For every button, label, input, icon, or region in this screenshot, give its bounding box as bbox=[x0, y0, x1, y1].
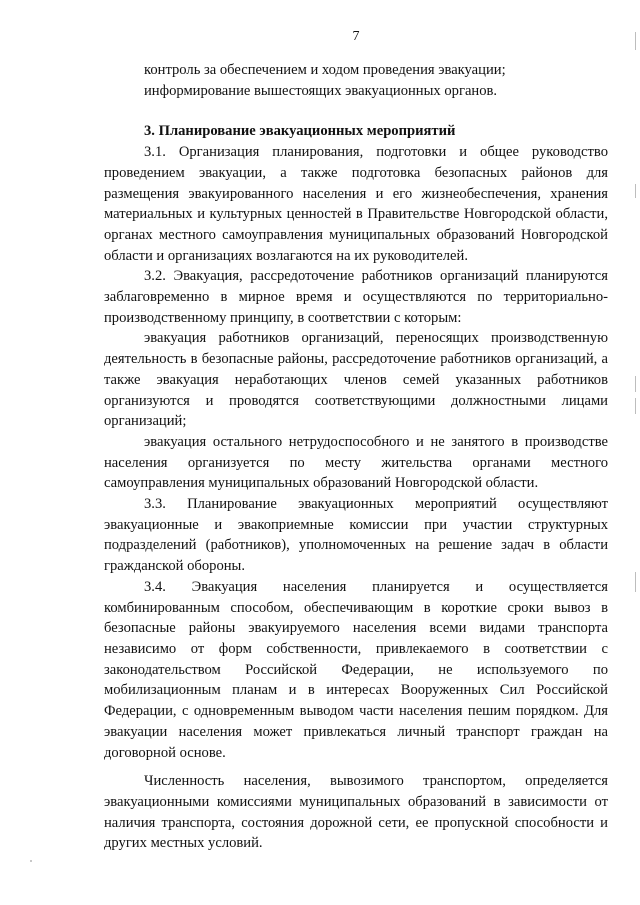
paragraph-population-evacuation: эвакуация остального нетрудоспособного и не занятого в производстве населения организуется по месту жительства органами местного самоуправления муниципальных образований Новгородской области. bbox=[104, 433, 608, 492]
scan-margin-mark bbox=[635, 32, 636, 50]
paragraph-3-1: 3.1. Организация планирования, подготовки и общее руководство проведением эвакуации, а также подготовка безопасных районов для размещения эвакуированного населения и его жизнеобеспечения, хранения материальных и культурных ценностей в Правительстве Новгородской области, органах местного самоуправления муниципальных образований Новгородской области и организациях возлагаются на их руководителей. bbox=[104, 144, 608, 264]
paragraph-3-3: 3.3. Планирование эвакуационных мероприятий осуществляют эвакуационные и эвакоприемные комиссии при участии структурных подразделений (работников), уполномоченных на решение задач в области гражданской обороны. bbox=[104, 496, 608, 575]
scan-margin-mark bbox=[635, 572, 636, 592]
section-heading: 3. Планирование эвакуационных мероприятий bbox=[144, 123, 456, 140]
paragraph-population-count: Численность населения, вывозимого транспортом, определяется эвакуационными комиссиями муниципальных образований в зависимости от наличия транспорта, состояния дорожной сети, ее пропускной способности и других местных условий. bbox=[104, 773, 608, 852]
scan-speck bbox=[30, 860, 32, 862]
scan-margin-mark bbox=[635, 184, 636, 198]
scan-margin-mark bbox=[635, 398, 636, 414]
paragraph-3-4: 3.4. Эвакуация населения планируется и осуществляется комбинированным способом, обеспечивающим в короткие сроки вывоз в безопасные районы эвакуируемого населения всеми видами транспорта независимо от форм собственности, привлекаемого в соответствии с законодательством Российской Федерации, не используемого по мобилизационным планам и в интересах Вооруженных Сил Российской Федерации, с одновременным выводом части населения пешим порядком. Для эвакуации населения может привлекаться личный транспорт граждан на договорной основе. bbox=[104, 578, 608, 761]
paragraph-3-2: 3.2. Эвакуация, рассредоточение работников организаций планируются заблаговременно в мирное время и осуществляются по территориально-производственному принципу, в соответствии с которым: bbox=[104, 268, 608, 326]
paragraph-informing: информирование вышестоящих эвакуационных органов. bbox=[144, 82, 498, 99]
page-number: 7 bbox=[352, 29, 360, 44]
page-content bbox=[104, 60, 608, 854]
scan-margin-mark bbox=[635, 376, 636, 392]
paragraph-workers-evacuation: эвакуация работников организаций, переносящих производственную деятельность в безопасные районы, рассредоточение работников организаций, а также эвакуация неработающих членов семей указанных работников организуются и проводятся соответствующими должностными лицами организаций; bbox=[104, 330, 608, 430]
paragraph-control: контроль за обеспечением и ходом проведения эвакуации; bbox=[144, 62, 506, 78]
